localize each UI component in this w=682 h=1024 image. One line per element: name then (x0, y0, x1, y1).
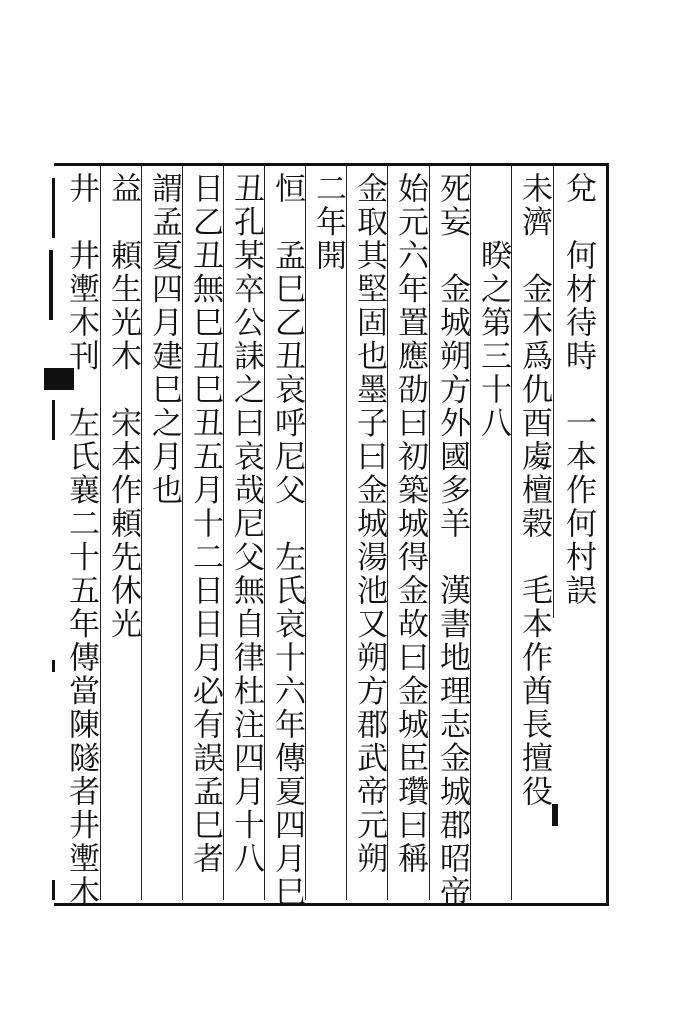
column-heading: 兌 (560, 172, 596, 206)
text-column (61, 172, 101, 909)
column-rule (346, 166, 347, 900)
column-text: 二年開 (310, 172, 346, 273)
column-text: 始元六年置應劭曰初築城得金故曰金城臣瓚曰稱 (392, 172, 428, 876)
column-text: 孟巳乙丑哀呼尼父 左氏哀十六年傳夏四月巳 (269, 205, 305, 909)
column-text: 金取其堅固也墨子曰金城湯池又朔方郡武帝元朔 (351, 172, 387, 876)
gutter-mark (52, 880, 55, 900)
column-heading: 死妄 (434, 172, 470, 239)
text-column (558, 172, 598, 608)
gutter-mark (52, 660, 55, 672)
gutter-mark (52, 400, 55, 440)
text-column (349, 172, 389, 876)
text-column (514, 172, 554, 809)
column-text: 頼生光木 宋本作頼先休光 (105, 205, 141, 641)
text-column (473, 172, 513, 440)
gutter-mark (52, 178, 55, 238)
column-text: 金城朔方外國多羊 漢書地理志金城郡昭帝 (434, 239, 470, 909)
column-heading: 益 (105, 172, 141, 206)
gutter-mark (49, 250, 53, 320)
text-column (432, 172, 472, 909)
column-text: 金木爲仇酉䖏檀榖 毛本作酋長擅役 (516, 239, 552, 809)
text-column (144, 172, 184, 507)
text-column (267, 172, 307, 909)
text-column (185, 172, 225, 876)
column-heading: 未濟 (516, 172, 552, 239)
column-text: 井壍木刊 左氏襄二十五年傳當陳隧者井壍木 (63, 205, 99, 909)
column-text: 謂孟夏四月建巳之月也 (146, 172, 182, 507)
text-column (390, 172, 430, 876)
text-column (103, 172, 143, 641)
column-text: 日乙丑無巳丑巳丑五月十二日日月必有誤孟巳者 (187, 172, 223, 876)
column-heading: 恒 (269, 172, 305, 206)
column-heading: 井 (63, 172, 99, 206)
column-text: 丑孔某卒公誄之曰哀哉尼父無自律杜注四月十八 (228, 172, 264, 876)
text-column (308, 172, 348, 273)
text-column (226, 172, 266, 876)
column-text: 何材待時 一本作何村誤 (560, 205, 596, 608)
column-text: 睽之第三十八 (475, 172, 511, 440)
